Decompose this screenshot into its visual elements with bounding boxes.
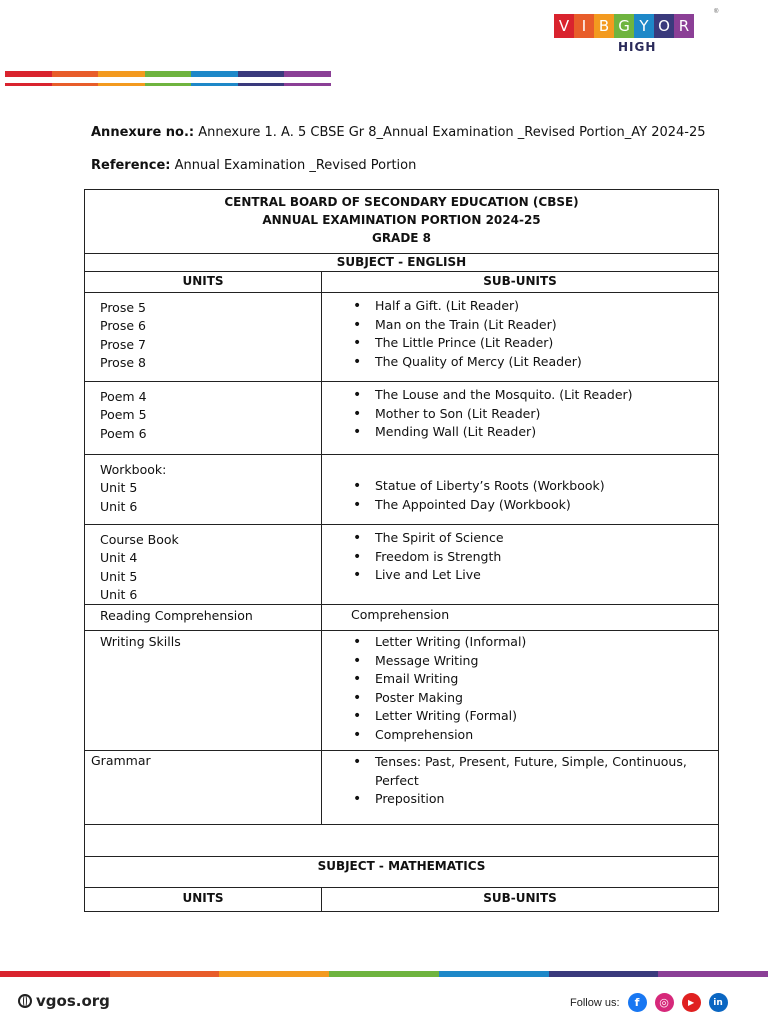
social-links bbox=[570, 993, 728, 1012]
subunit-item: • Letter Writing (Formal) bbox=[375, 707, 718, 726]
subunit-item: • Mother to Son (Lit Reader) bbox=[375, 405, 718, 424]
subunit-item: • The Appointed Day (Workbook) bbox=[375, 496, 718, 515]
subunit-plain: Comprehension bbox=[351, 607, 450, 623]
subunit-item: • The Quality of Mercy (Lit Reader) bbox=[375, 353, 718, 372]
unit-item: Writing Skills bbox=[100, 634, 181, 650]
subunit-item: • Mending Wall (Lit Reader) bbox=[375, 423, 718, 442]
subunit-item: • Half a Gift. (Lit Reader) bbox=[375, 297, 718, 316]
unit-item: Poem 5 bbox=[100, 407, 147, 423]
subunit-item: • Statue of Liberty’s Roots (Workbook) bbox=[375, 477, 718, 496]
exam-title: ANNUAL EXAMINATION PORTION 2024-25 bbox=[262, 213, 541, 227]
logo-letter-i: I bbox=[574, 14, 594, 38]
subunits-cell bbox=[322, 631, 719, 751]
units-cell bbox=[85, 293, 322, 382]
logo-letter-r: R bbox=[674, 14, 694, 38]
table-row bbox=[85, 631, 719, 751]
subunit-item: • The Louse and the Mosquito. (Lit Reader) bbox=[375, 386, 718, 405]
board-title: CENTRAL BOARD OF SECONDARY EDUCATION (CBSE) bbox=[224, 195, 579, 209]
registered-mark: ® bbox=[714, 9, 719, 15]
subunit-item: • The Spirit of Science bbox=[375, 529, 718, 548]
empty-row bbox=[85, 825, 719, 857]
table-row bbox=[85, 382, 719, 455]
unit-item: Course Book bbox=[100, 532, 179, 547]
subunits-cell bbox=[322, 293, 719, 382]
unit-item: Prose 7 bbox=[100, 336, 146, 352]
subunit-item: • Preposition bbox=[375, 790, 708, 809]
subunit-item: • Live and Let Live bbox=[375, 566, 718, 585]
subunits-cell bbox=[322, 751, 719, 825]
units-cell bbox=[85, 525, 322, 605]
subunits-cell bbox=[322, 455, 719, 525]
table-row bbox=[85, 525, 719, 605]
globe-icon bbox=[18, 994, 32, 1008]
units-cell bbox=[85, 751, 322, 825]
subunit-item: • Man on the Train (Lit Reader) bbox=[375, 316, 718, 335]
reference-value: Annual Examination _Revised Portion bbox=[170, 158, 417, 173]
subunit-item: • Email Writing bbox=[375, 670, 718, 689]
table-row bbox=[85, 751, 719, 825]
maths-units-column-header: UNITS bbox=[85, 888, 322, 912]
table-row bbox=[85, 293, 719, 382]
units-cell bbox=[85, 605, 322, 631]
logo-letter-b: B bbox=[594, 14, 614, 38]
subunits-column-header: SUB-UNITS bbox=[322, 272, 719, 293]
table-header bbox=[85, 190, 719, 254]
unit-item: Poem 6 bbox=[100, 425, 147, 441]
facebook-icon[interactable]: f bbox=[628, 993, 647, 1012]
subunit-item: • Poster Making bbox=[375, 689, 718, 708]
logo-letter-v: V bbox=[554, 14, 574, 38]
youtube-icon[interactable]: ▶ bbox=[682, 993, 701, 1012]
grade-title: GRADE 8 bbox=[371, 231, 432, 245]
subject-english-heading: SUBJECT - ENGLISH bbox=[85, 254, 719, 272]
unit-item: Unit 6 bbox=[100, 498, 138, 514]
logo-letter-g: G bbox=[614, 14, 634, 38]
vibgyor-logo bbox=[554, 14, 694, 38]
logo-letter-y: Y bbox=[634, 14, 654, 38]
annexure-value: Annexure 1. A. 5 CBSE Gr 8_Annual Examination _Revised Portion_AY 2024-25 bbox=[194, 125, 706, 140]
unit-item: Reading Comprehension bbox=[100, 608, 253, 624]
logo-subtitle: HIGH bbox=[618, 40, 657, 54]
units-cell bbox=[85, 455, 322, 525]
subunit-item: • The Little Prince (Lit Reader) bbox=[375, 334, 718, 353]
portion-table bbox=[84, 189, 719, 912]
website-text: vgos.org bbox=[36, 992, 110, 1010]
subunit-item: • Freedom is Strength bbox=[375, 548, 718, 567]
top-color-stripes bbox=[5, 71, 331, 86]
unit-item: Grammar bbox=[91, 753, 151, 769]
unit-item: Unit 5 bbox=[100, 568, 138, 584]
subunit-item: • Comprehension bbox=[375, 726, 718, 745]
instagram-icon[interactable]: ◎ bbox=[655, 993, 674, 1012]
linkedin-icon[interactable]: in bbox=[709, 993, 728, 1012]
unit-item: Prose 8 bbox=[100, 354, 146, 370]
subunit-item: • Letter Writing (Informal) bbox=[375, 633, 718, 652]
unit-item: Workbook: bbox=[100, 462, 167, 477]
follow-us-label: Follow us: bbox=[570, 996, 620, 1009]
website-link[interactable] bbox=[18, 992, 110, 1010]
maths-subunits-column-header: SUB-UNITS bbox=[322, 888, 719, 912]
units-column-header: UNITS bbox=[85, 272, 322, 293]
units-cell bbox=[85, 382, 322, 455]
annexure-label: Annexure no.: bbox=[91, 125, 195, 140]
unit-item: Prose 6 bbox=[100, 318, 146, 334]
reference-label: Reference: bbox=[91, 158, 171, 173]
unit-item: Unit 5 bbox=[100, 480, 138, 496]
units-cell bbox=[85, 631, 322, 751]
table-row bbox=[85, 605, 719, 631]
subunit-item: • Tenses: Past, Present, Future, Simple, Continuous, Perfect bbox=[375, 753, 708, 790]
annexure-line bbox=[91, 125, 706, 140]
unit-item: Unit 6 bbox=[100, 586, 138, 602]
unit-item: Unit 4 bbox=[100, 550, 138, 566]
logo-letter-o: O bbox=[654, 14, 674, 38]
subunits-cell bbox=[322, 525, 719, 605]
bottom-color-bar bbox=[0, 971, 768, 977]
reference-line bbox=[91, 158, 416, 173]
subunit-item: • Message Writing bbox=[375, 652, 718, 671]
subunits-cell bbox=[322, 382, 719, 455]
unit-item: Prose 5 bbox=[100, 300, 146, 315]
subject-mathematics-heading: SUBJECT - MATHEMATICS bbox=[85, 857, 719, 888]
subunits-cell bbox=[322, 605, 719, 631]
table-row bbox=[85, 455, 719, 525]
unit-item: Poem 4 bbox=[100, 389, 147, 404]
